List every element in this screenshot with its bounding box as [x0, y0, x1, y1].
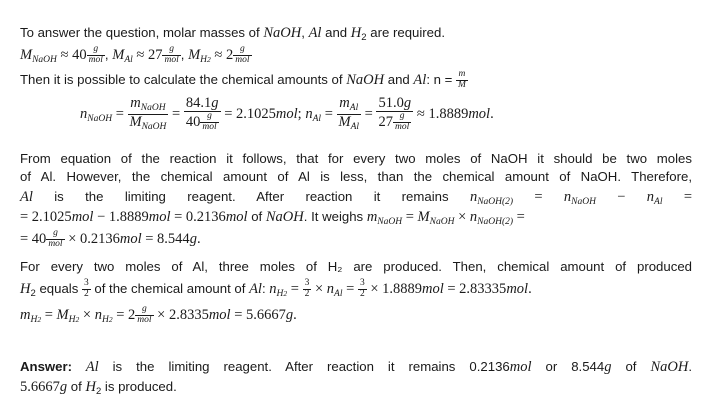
subscript: NaOH [140, 103, 166, 114]
text: of [67, 379, 86, 394]
denominator: mol [137, 315, 152, 326]
n-formula-fraction [456, 70, 468, 91]
text: is the limiting reagent. After reaction it remains [32, 189, 470, 204]
symbol: n [80, 106, 88, 122]
value: = 2.83335 [443, 281, 507, 297]
subscript [200, 55, 211, 65]
unit: mol [275, 106, 298, 122]
formula: Al [72, 359, 99, 375]
subscript: Al [124, 55, 133, 65]
denominator-value: 40 [185, 114, 201, 131]
subscript: Al [350, 122, 360, 133]
value: = 2 [112, 307, 136, 323]
comma: , [180, 47, 185, 62]
fraction [337, 96, 362, 133]
unit-fraction [200, 112, 218, 133]
subscript-letter: H [68, 315, 76, 325]
unit: mol [148, 209, 171, 225]
fraction [184, 96, 221, 133]
text: or 8.544 [531, 359, 605, 374]
calc-intro-line [20, 70, 468, 91]
unit: mol [506, 281, 529, 297]
amount-calculation [80, 94, 494, 139]
result: ≈ 1.8889 [413, 106, 469, 122]
formula: H [20, 281, 31, 297]
symbol: m [366, 209, 378, 225]
numerator: 3 [359, 278, 365, 289]
period: . [293, 307, 297, 323]
fraction [82, 279, 91, 300]
subscript-digit: 2 [283, 289, 288, 298]
formula: Al [20, 189, 33, 205]
unit: g [189, 231, 197, 247]
numerator: g [233, 45, 251, 56]
unit: mol [71, 209, 94, 225]
formula: H [350, 25, 362, 41]
paragraph-1-line-5 [20, 226, 201, 252]
subscript: 2 [95, 386, 102, 397]
value: = 2.1025 [20, 209, 72, 225]
denominator: 2 [304, 289, 310, 300]
unit-fraction [87, 45, 105, 66]
subscript: NaOH(2) [477, 217, 514, 227]
subscript [30, 315, 41, 325]
subscript-digit: 2 [75, 315, 80, 324]
text: Then it is possible to calculate the chemical amounts of [20, 71, 347, 87]
equals: = [361, 106, 377, 122]
value: × 1.8889 [366, 281, 422, 297]
value: = 5.6667 [230, 307, 286, 323]
numerator: m [130, 95, 141, 112]
value: ≈ 2 [210, 47, 234, 63]
unit: g [285, 307, 294, 323]
paragraph-2-line-3 [20, 302, 297, 333]
formula: NaOH [650, 359, 689, 375]
subscript: Al [349, 103, 359, 114]
symbol: n [94, 307, 102, 323]
text: is produced. [101, 379, 177, 394]
equals: = [168, 106, 184, 122]
value: = 8.544 [141, 231, 190, 247]
numerator: g [162, 45, 180, 56]
unit: g [211, 94, 219, 111]
unit: mol [509, 359, 532, 375]
subscript: NaOH(2) [477, 197, 514, 207]
symbol: M [417, 209, 430, 225]
fraction [128, 96, 169, 133]
numerator: g [200, 112, 218, 123]
answer-line-1 [20, 358, 692, 376]
symbol: n [469, 189, 478, 205]
subscript-digit: 2 [108, 315, 113, 324]
minus: − [595, 189, 647, 205]
subscript-digit: 2 [37, 315, 42, 324]
denominator: mol [88, 55, 103, 66]
symbol: n [305, 106, 313, 122]
result: = 2.1025 [220, 106, 276, 122]
text: of [611, 359, 651, 374]
symbol: n [469, 209, 478, 225]
subscript: NaOH [141, 122, 167, 133]
times: × [79, 307, 95, 323]
numerator: 3 [83, 278, 89, 289]
text: . It weighs [303, 209, 367, 224]
unit-fraction [46, 229, 64, 250]
value: = 40 [20, 231, 47, 247]
answer-line-2 [20, 378, 177, 401]
subscript-letter: H [200, 55, 208, 65]
text: and [384, 71, 414, 87]
unit-fraction [135, 305, 153, 326]
fraction [376, 96, 413, 133]
unit: mol [468, 106, 491, 122]
subscript: NaOH [429, 217, 455, 227]
equals: = [112, 106, 128, 122]
numerator-value: 84.1 [185, 94, 212, 111]
subscript: 2 [30, 288, 36, 299]
symbol: n [646, 189, 655, 205]
subscript-letter: H [30, 315, 38, 325]
equals: = [402, 209, 418, 225]
formula: Al [249, 281, 262, 297]
numerator: m [456, 70, 468, 81]
text: of [247, 209, 266, 224]
answer-label: Answer: [20, 359, 73, 374]
value: 5.6667 [20, 379, 60, 395]
equals: = [513, 189, 564, 205]
symbol: M [20, 47, 33, 63]
numerator: g [87, 45, 105, 56]
unit: mol [422, 281, 444, 297]
period: . [196, 231, 201, 247]
unit-fraction [162, 45, 180, 66]
formula: Al [308, 25, 322, 41]
denominator: M [129, 114, 142, 131]
subscript: NaOH [377, 217, 403, 227]
subscript [102, 315, 113, 325]
value: ≈ 27 [132, 47, 163, 63]
denominator: mol [164, 55, 179, 66]
subscript: NaOH [87, 114, 113, 124]
text: : n = [426, 71, 457, 87]
denominator: mol [202, 122, 217, 133]
subscript: NaOH [32, 55, 57, 65]
period: . [528, 281, 532, 297]
subscript: NaOH [571, 197, 596, 207]
equals: = [287, 281, 303, 297]
unit: mol [208, 307, 231, 323]
formula: NaOH [346, 71, 385, 88]
text: are required. [366, 25, 446, 40]
equals: = [662, 189, 692, 205]
numerator: g [46, 229, 64, 240]
denominator: 2 [359, 289, 365, 300]
numerator: 3 [304, 278, 310, 289]
formula: Al [413, 71, 427, 88]
value: − 1.8889 [93, 209, 149, 225]
denominator: mol [48, 239, 63, 250]
unit: g [59, 379, 68, 395]
numerator: m [339, 95, 350, 112]
equals: = [342, 281, 358, 297]
text: of the chemical amount of [90, 281, 250, 296]
symbol: M [188, 47, 201, 63]
unit: g [403, 94, 412, 111]
unit-fraction [233, 45, 251, 66]
symbol: n [326, 281, 335, 297]
symbol: n [269, 281, 277, 297]
unit: mol [119, 231, 142, 247]
paragraph-2-line-1: For every two moles of Al, three moles of H₂ are produced. Then, chemical amount of produced [20, 259, 692, 274]
denominator: M [458, 79, 466, 90]
symbol: M [56, 307, 69, 323]
denominator: 2 [83, 289, 89, 300]
subscript: 2 [361, 32, 367, 43]
comma: , [104, 47, 109, 62]
denominator-value: 27 [378, 114, 393, 131]
subscript-letter: H [101, 315, 109, 325]
formula: NaOH [263, 25, 302, 41]
paragraph-1-line-2: of Al. However, the chemical amount of Al is less, than the chemical amount of NaOH. Therefore, [20, 169, 692, 184]
paragraph-1-line-1: From equation of the reaction it follows, that for every two moles of NaOH it should be two moles [20, 151, 692, 166]
equals: = [513, 209, 525, 225]
period: . [490, 106, 494, 122]
text: , [301, 25, 309, 40]
subscript-letter: H [276, 289, 284, 299]
formula: NaOH [265, 209, 304, 225]
denominator: mol [394, 122, 410, 133]
unit: g [604, 359, 612, 375]
molar-masses-line [20, 42, 252, 73]
denominator: M [338, 114, 351, 131]
equals: = [41, 307, 57, 323]
fraction [358, 279, 367, 300]
text: : [261, 281, 270, 296]
formula: H [85, 379, 96, 395]
numerator: g [393, 112, 411, 123]
subscript: Al [334, 289, 343, 299]
symbol: m [20, 307, 31, 323]
value: × 0.2136 [64, 231, 120, 247]
semicolon: ; [297, 106, 302, 122]
subscript [277, 289, 288, 299]
subscript [69, 315, 80, 325]
subscript: Al [654, 197, 663, 207]
denominator: mol [235, 55, 250, 66]
value: × 2.8335 [153, 307, 209, 323]
symbol: n [563, 189, 572, 205]
text: equals [35, 281, 82, 296]
value: ≈ 40 [56, 47, 87, 63]
numerator: g [135, 305, 153, 316]
text: and [321, 25, 351, 40]
equals: = [321, 106, 337, 122]
subscript: Al [312, 114, 322, 124]
text: is the limiting reagent. After reaction it remains 0.2136 [98, 359, 510, 374]
times: × [311, 281, 327, 297]
times: × [454, 209, 470, 225]
period: . [688, 359, 693, 374]
numerator-value: 51.0 [378, 94, 404, 111]
text: To answer the question, molar masses of [20, 25, 264, 40]
subscript-digit: 2 [207, 55, 211, 64]
value: = 0.2136 [170, 209, 226, 225]
unit: mol [225, 209, 248, 225]
unit-fraction [393, 112, 411, 133]
symbol: M [112, 47, 125, 63]
